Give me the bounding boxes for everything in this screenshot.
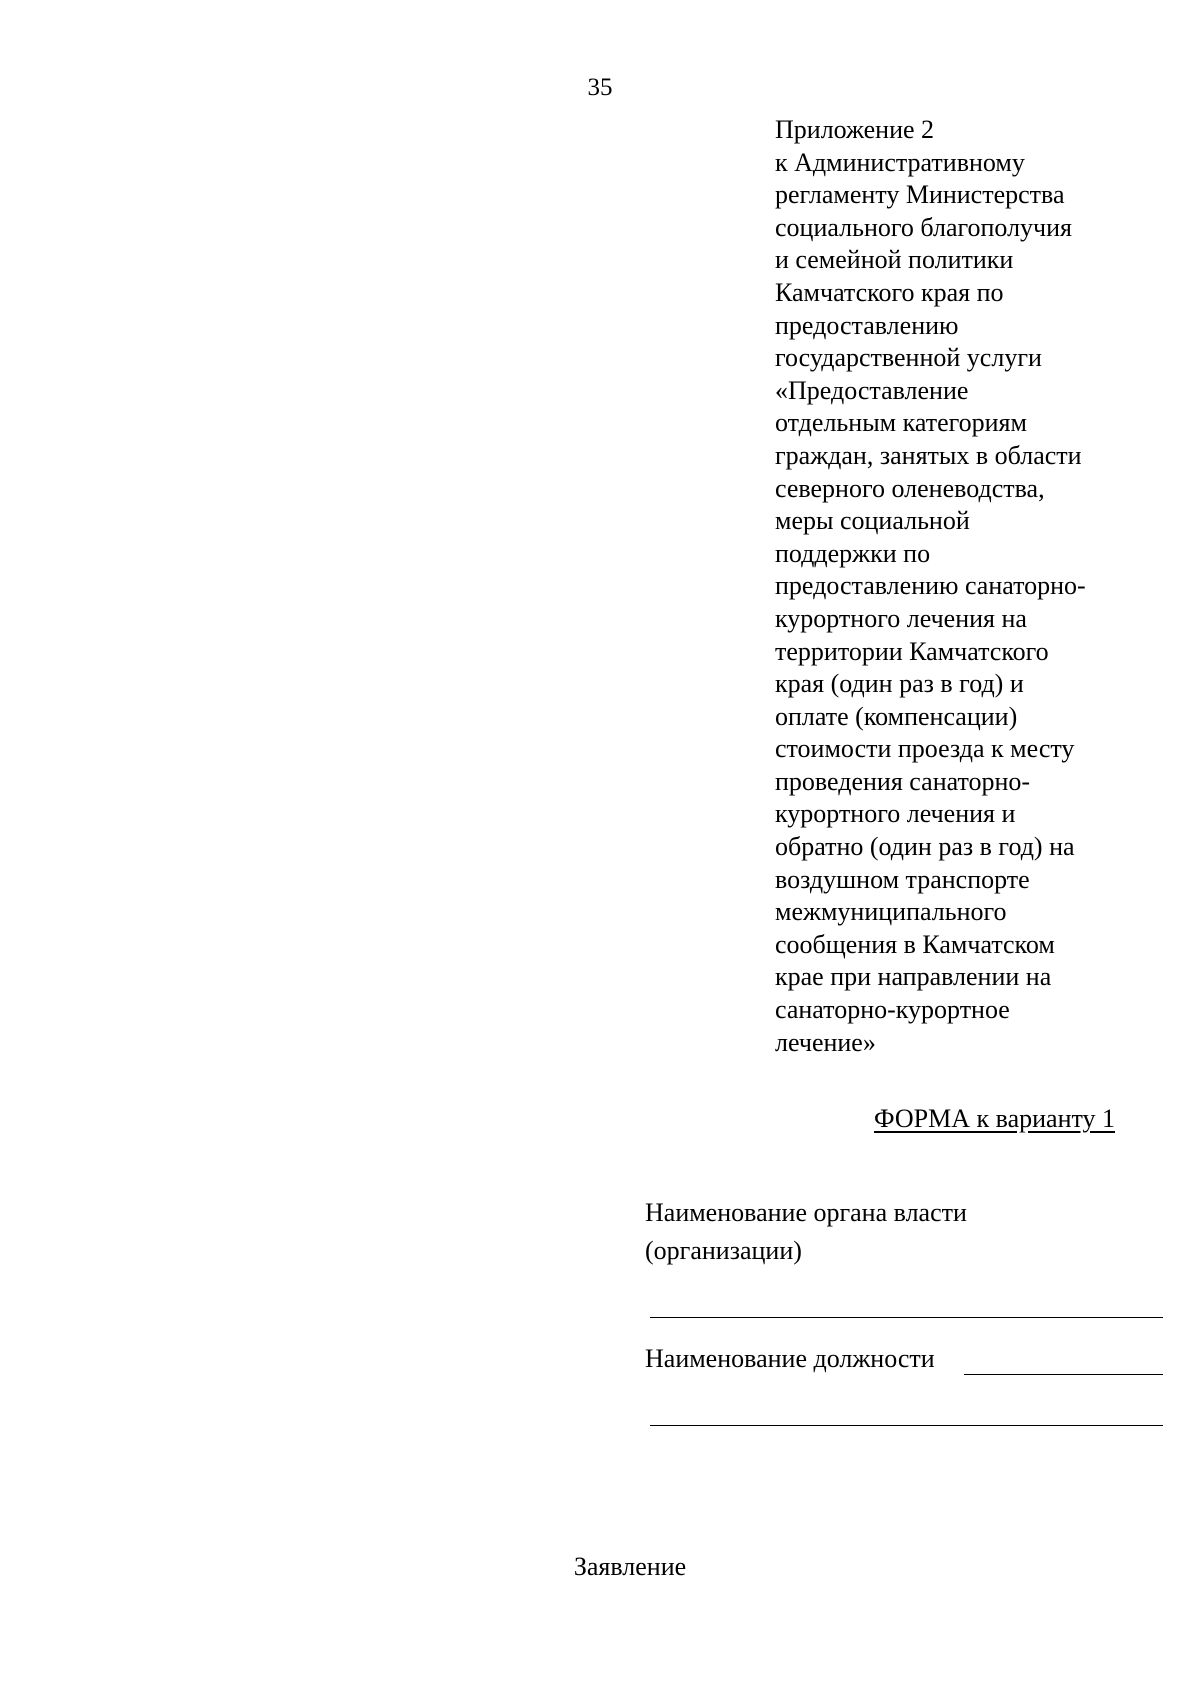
form-variant-label: ФОРМА к варианту 1 [874, 1104, 1115, 1133]
authority-label-continued: (организации) [645, 1236, 802, 1265]
authority-label: Наименование органа власти [645, 1198, 967, 1227]
appendix-line: Приложение 2 [775, 115, 935, 144]
appendix-line: социального благополучия [775, 212, 1073, 242]
authority-name-field[interactable] [650, 1317, 1163, 1318]
appendix-line: стоимости проезда к месту [775, 734, 1075, 764]
appendix-line: предоставлению санаторно- [775, 571, 1086, 601]
appendix-header [775, 114, 1135, 1059]
appendix-line: к Административному [775, 147, 1025, 177]
person-name-field[interactable] [650, 1425, 1163, 1426]
appendix-line: оплате (компенсации) [775, 701, 1018, 731]
appendix-line: лечение» [775, 1027, 876, 1057]
appendix-line: санаторно-курортное [775, 995, 1010, 1025]
position-field[interactable] [964, 1374, 1163, 1375]
appendix-line: регламенту Министерства [775, 180, 1065, 210]
appendix-line: межмуниципального [775, 897, 1007, 927]
appendix-line: обратно (один раз в год) на [775, 832, 1075, 862]
appendix-line: курортного лечения на [775, 603, 1027, 633]
appendix-line: северного оленеводства, [775, 473, 1045, 503]
page-number: 35 [587, 74, 613, 101]
appendix-line: территории Камчатского [775, 636, 1049, 666]
appendix-line: крае при направлении на [775, 962, 1052, 992]
position-label: Наименование должности [645, 1344, 935, 1373]
appendix-line: предоставлению [775, 310, 959, 340]
appendix-line: Камчатского края по [775, 277, 1004, 307]
appendix-line: курортного лечения и [775, 799, 1016, 829]
appendix-line: граждан, занятых в области [775, 440, 1082, 470]
appendix-line: отдельным категориям [775, 408, 1027, 438]
appendix-line: края (один раз в год) и [775, 669, 1024, 699]
appendix-line: и семейной политики [775, 245, 1014, 275]
appendix-line: воздушном транспорте [775, 864, 1030, 894]
appendix-line: сообщения в Камчатском [775, 929, 1055, 959]
appendix-line: поддержки по [775, 538, 931, 568]
statement-title: Заявление [573, 1552, 687, 1581]
appendix-line: меры социальной [775, 506, 970, 536]
recipient-block [645, 1194, 1165, 1270]
appendix-line: государственной услуги [775, 343, 1042, 373]
appendix-line: проведения санаторно- [775, 766, 1031, 796]
appendix-line: «Предоставление [775, 375, 969, 405]
